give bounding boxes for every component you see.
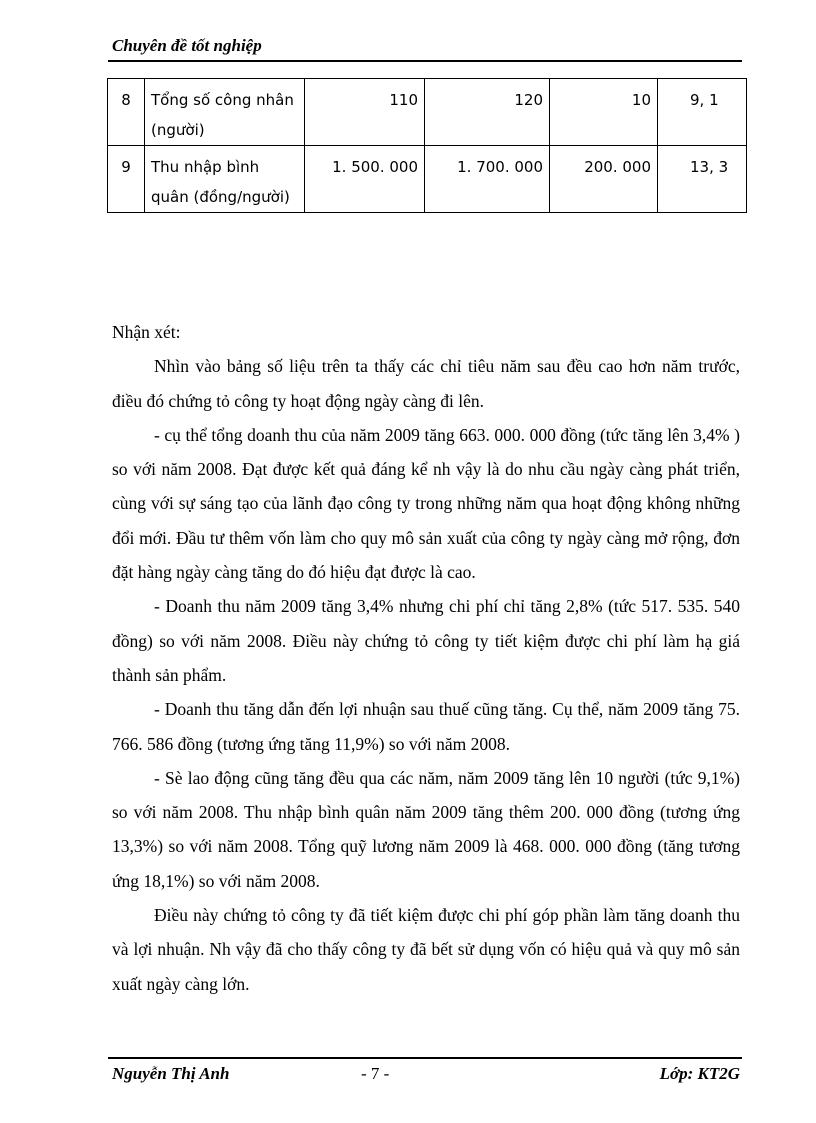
value-percent: 9, 1 [658,79,747,146]
footer-rule [108,1057,742,1059]
row-number: 9 [108,146,145,213]
page-header-title: Chuyên đề tốt nghiệp [112,36,262,55]
footer-class: Lớp: KT2G [659,1064,740,1083]
row-label: Tổng số công nhân (người) [145,79,305,146]
commentary-heading: Nhận xét: [112,322,181,342]
header-rule [108,60,742,62]
statistics-table [107,78,747,213]
value-2008: 1. 500. 000 [305,146,425,213]
row-number: 8 [108,79,145,146]
paragraph: Nhìn vào bảng số liệu trên ta thấy các chỉ tiêu năm sau đều cao hơn năm trước, điều đó chứng tỏ công ty hoạt động ngày càng đi lên. [112,356,740,411]
paragraph: - cụ thể tổng doanh thu của năm 2009 tăng 663. 000. 000 đồng (tức tăng lên 3,4% ) so với năm 2008. Đạt được kết quả đáng kể nh vậy là do nhu cầu ngày càng phát triển, cùng với sự sáng tạo của lãnh đạo công ty trong những năm qua hoạt động không những đổi mới. Đầu tư thêm vốn làm cho quy mô sản xuất của công ty ngày càng mở rộng, đơn đặt hàng ngày càng tăng do đó hiệu đạt được là cao. [112,424,740,583]
footer-author: Nguyễn Thị Anh [112,1064,230,1083]
value-difference: 10 [550,79,658,146]
row-label: Thu nhập bình quân (đồng/người) [145,146,305,213]
value-2008: 110 [305,79,425,146]
value-2009: 120 [425,79,550,146]
commentary [112,315,740,1001]
value-2009: 1. 700. 000 [425,146,550,213]
paragraph: Điều này chứng tỏ công ty đã tiết kiệm được chi phí góp phần làm tăng doanh thu và lợi nhuận. Nh vậy đã cho thấy công ty đã bết sử dụng vốn có hiệu quả và quy mô sản xuất ngày càng lớn. [112,905,740,994]
paragraph: - Doanh thu năm 2009 tăng 3,4% nhưng chi phí chỉ tăng 2,8% (tức 517. 535. 540 đồng) so với năm 2008. Điều này chứng tỏ công ty tiết kiệm được chi phí làm hạ giá thành sản phẩm. [112,596,740,685]
value-difference: 200. 000 [550,146,658,213]
table-row [108,146,747,213]
paragraph: - Sè lao động cũng tăng đều qua các năm, năm 2009 tăng lên 10 người (tức 9,1%) so với năm 2008. Thu nhập bình quân năm 2009 tăng thêm 200. 000 đồng (tương ứng 13,3%) so với năm 2008. Tổng quỹ lương năm 2009 là 468. 000. 000 đồng (tăng tương ứng 18,1%) so với năm 2008. [112,767,740,891]
page-number: - 7 - [361,1064,390,1083]
paragraph: - Doanh thu tăng dẫn đến lợi nhuận sau thuế cũng tăng. Cụ thể, năm 2009 tăng 75. 766. 586 đồng (tương ứng tăng 11,9%) so với năm 2008. [112,699,740,754]
value-percent: 13, 3 [658,146,747,213]
table-row [108,79,747,146]
